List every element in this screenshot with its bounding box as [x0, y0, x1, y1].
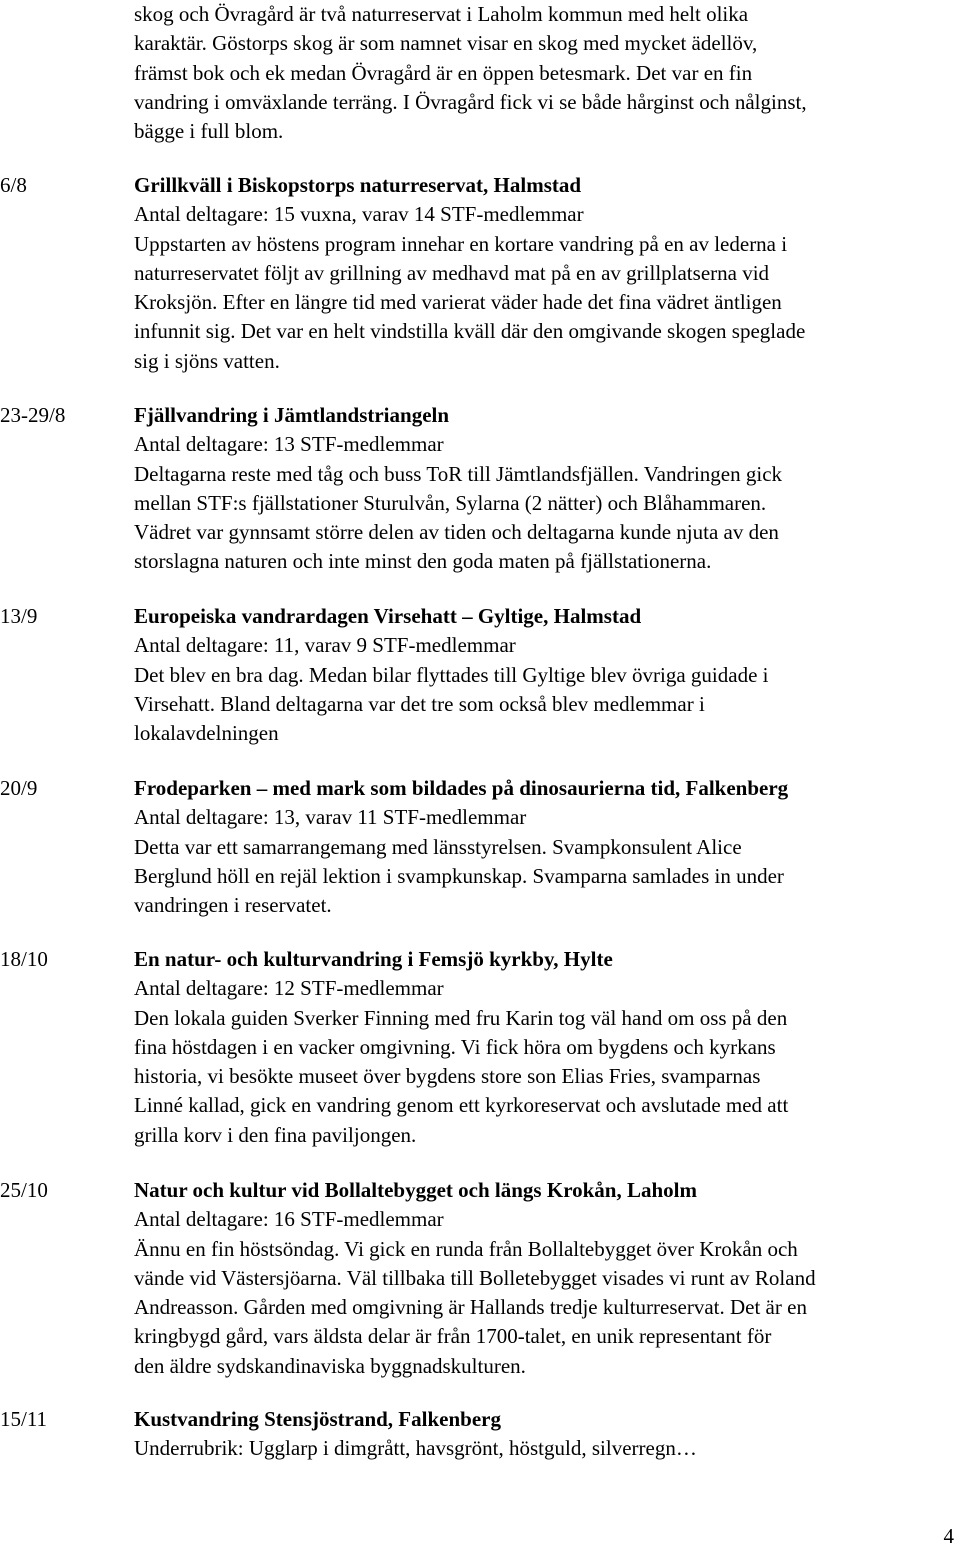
event-date: 20/9	[0, 776, 38, 800]
event-text-line: Virsehatt. Bland deltagarna var det tre som också blev medlemmar i	[134, 691, 705, 716]
event-title: Kustvandring Stensjöstrand, Falkenberg	[134, 1407, 501, 1431]
event-text-line: Det blev en bra dag. Medan bilar flyttades till Gyltige blev övriga guidade i	[134, 662, 769, 687]
event-content	[134, 1176, 960, 1381]
event-text-line: storslagna naturen och inte minst den goda maten på fjällstationerna.	[134, 549, 712, 574]
event-date: 6/8	[0, 173, 27, 197]
event-participants: Antal deltagare: 16 STF-medlemmar	[134, 1207, 444, 1232]
event-content	[134, 945, 960, 1150]
intro-paragraph	[134, 0, 960, 146]
event-text-line: Deltagarna reste med tåg och buss ToR till Jämtlandsfjällen. Vandringen gick	[134, 461, 783, 486]
event-content	[134, 1405, 960, 1464]
event-text-line: sig i sjöns vatten.	[134, 348, 280, 373]
event-text-line: infunnit sig. Det var en helt vindstilla kväll där den omgivande skogen speglade	[134, 319, 806, 344]
event-text-line: Vädret var gynnsamt större delen av tiden och deltagarna kunde njuta av den	[134, 520, 779, 545]
event-date: 15/11	[0, 1407, 48, 1431]
event-title: En natur- och kulturvandring i Femsjö kyrkby, Hylte	[134, 947, 613, 971]
event-participants: Antal deltagare: 12 STF-medlemmar	[134, 976, 444, 1001]
event-text-line: Uppstarten av höstens program innehar en kortare vandring på en av lederna i	[134, 231, 788, 256]
event-title: Fjällvandring i Jämtlandstriangeln	[134, 403, 450, 427]
event-text-line: fina höstdagen i en vacker omgivning. Vi fick höra om bygdens och kyrkans	[134, 1034, 776, 1059]
intro-line: karaktär. Göstorps skog är som namnet visar en skog med mycket ädellöv,	[134, 31, 758, 56]
intro-line: vandring i omväxlande terräng. I Övragård fick vi se både hårginst och nålginst,	[134, 89, 807, 114]
event-text-line: Andreasson. Gården med omgivning är Hallands tredje kulturreservat. Det är en	[134, 1295, 807, 1320]
event-text-line: Berglund höll en rejäl lektion i svampkunskap. Svamparna samlades in under	[134, 863, 784, 888]
intro-line: bägge i full blom.	[134, 119, 284, 144]
event-participants: Underrubrik: Ugglarp i dimgrått, havsgrönt, höstguld, silverregn…	[134, 1436, 697, 1461]
event-title: Natur och kultur vid Bollaltebygget och längs Krokån, Laholm	[134, 1178, 698, 1202]
intro-line: främst bok och ek medan Övragård är en öppen betesmark. Det var en fin	[134, 60, 753, 85]
event-text-line: kringbygd gård, vars äldsta delar är från 1700-talet, en unik representant för	[134, 1324, 772, 1349]
event-content	[134, 774, 960, 920]
page-number: 4	[943, 1524, 954, 1548]
event-participants: Antal deltagare: 15 vuxna, varav 14 STF-medlemmar	[134, 202, 584, 227]
event-text-line: den äldre sydskandinaviska byggnadskulturen.	[134, 1353, 526, 1378]
event-text-line: grilla korv i den fina paviljongen.	[134, 1122, 417, 1147]
event-text-line: vandringen i reservatet.	[134, 893, 332, 918]
event-text-line: historia, vi besökte museet över bygdens store son Elias Fries, svamparnas	[134, 1064, 761, 1089]
event-text-line: Den lokala guiden Sverker Finning med fru Karin tog väl hand om oss på den	[134, 1005, 788, 1030]
event-text-line: Linné kallad, gick en vandring genom ett kyrkoreservat och avslutade med att	[134, 1093, 789, 1118]
event-content	[134, 602, 960, 748]
event-date: 23-29/8	[0, 403, 66, 427]
event-participants: Antal deltagare: 13 STF-medlemmar	[134, 432, 444, 457]
event-text-line: Detta var ett samarrangemang med länsstyrelsen. Svampkonsulent Alice	[134, 834, 742, 859]
event-text-line: lokalavdelningen	[134, 721, 279, 746]
event-date: 25/10	[0, 1178, 48, 1202]
event-title: Grillkväll i Biskopstorps naturreservat, Halmstad	[134, 173, 582, 197]
event-participants: Antal deltagare: 13, varav 11 STF-medlemmar	[134, 805, 527, 830]
event-date: 18/10	[0, 947, 48, 971]
event-date: 13/9	[0, 604, 38, 628]
event-title: Europeiska vandrardagen Virsehatt – Gyltige, Halmstad	[134, 604, 642, 628]
event-participants: Antal deltagare: 11, varav 9 STF-medlemmar	[134, 633, 516, 658]
event-content	[134, 401, 960, 577]
event-text-line: vände vid Västersjöarna. Väl tillbaka till Bolletebygget visades vi runt av Roland	[134, 1265, 816, 1290]
event-text-line: Kroksjön. Efter en längre tid med varierat väder hade det fina vädret äntligen	[134, 290, 782, 315]
event-text-line: naturreservatet följt av grillning av medhavd mat på en av grillplatserna vid	[134, 260, 770, 285]
event-content	[134, 171, 960, 376]
event-title: Frodeparken – med mark som bildades på dinosaurierna tid, Falkenberg	[134, 776, 789, 800]
event-text-line: mellan STF:s fjällstationer Sturulvån, Sylarna (2 nätter) och Blåhammaren.	[134, 490, 767, 515]
event-text-line: Ännu en fin höstsöndag. Vi gick en runda från Bollaltebygget över Krokån och	[134, 1236, 798, 1261]
intro-line: skog och Övragård är två naturreservat i Laholm kommun med helt olika	[134, 2, 749, 26]
